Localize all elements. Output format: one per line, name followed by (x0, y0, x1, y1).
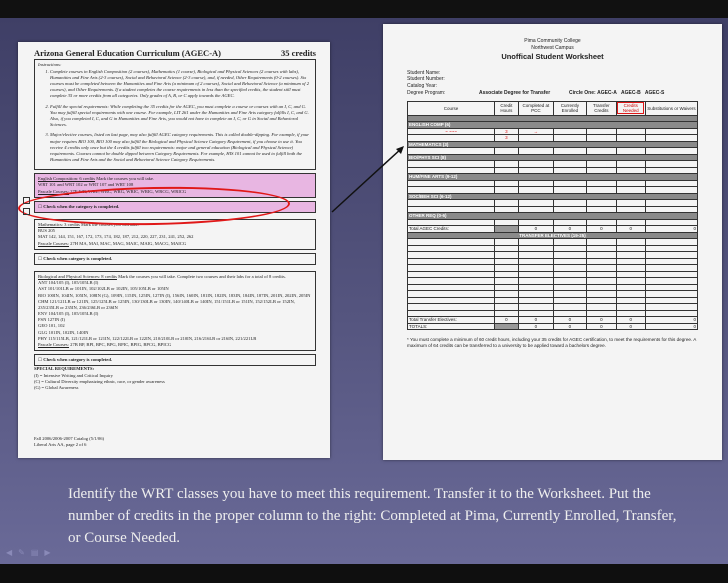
college-name: Pima Community College (524, 38, 581, 44)
instructions-box (34, 59, 316, 170)
credits-total: 35 credits (280, 48, 316, 58)
agec-curriculum-document (18, 42, 330, 458)
pen-icon[interactable]: ✎ (18, 548, 25, 557)
section-row: MATHEMATICS (3) (408, 141, 698, 148)
pascale-label: Pascale Courses: (38, 240, 70, 246)
english-courses: WRT 101 and WRT 102 or WRT 107 and WRT 108 (38, 182, 134, 188)
column-header: Transfer Credits (586, 101, 616, 115)
value: 0 (553, 323, 586, 330)
student-worksheet-document (383, 24, 722, 460)
special-item: (I) = Intensive Writing and Critical Inquiry (34, 372, 113, 378)
pascale-courses: 27B BP, BPI, BPC, BPG, BPIC, BPIG, BPCG, BPICG (70, 342, 172, 348)
slide-caption: Identify the WRT classes you have to meet this requirement. Transfer it to the Worksheet. Put the number of credits in the proper column to the right: Completed at Pima, Currently Enrolled, Transfer, or Course Needed. (68, 486, 677, 546)
course-line: AST 101/101LB or 101IN, 102/102LB or 102IN, 105/105LB or 105IN (38, 286, 169, 292)
check-text: Check when category is completed. (43, 255, 113, 261)
value: 0 (518, 323, 553, 330)
value: 0 (616, 317, 645, 324)
section-row: SOC/BEH SCI (6-12) (408, 193, 698, 200)
column-header: Completed at PCC (518, 101, 553, 115)
science-check: ☐ Check when category is completed. (34, 354, 316, 366)
previous-icon[interactable]: ◀ (6, 548, 13, 557)
section-row: BIO/PHYS SCI (8) (408, 154, 698, 161)
math-heading: Mathematics: 3 credits (38, 222, 80, 228)
instruction-item: 2. Fulfill the special requirements: While completing the 35 credits for the AGEC, you must complete a course or courses with an I, C, and G. You may fulfill special requirements with one course. For example, LIT 261 under the Humanities and Fine Arts category fulfills I, C, and G. Also, if you completed I, C, and G in Humanities and Fine Arts, you would not have to complete an I, C, or G in Social and Behavioral Sciences. (50, 104, 312, 129)
column-header: Credit Hours (495, 101, 519, 115)
math-check: ☐ Check when category is completed. (34, 253, 316, 265)
next-icon[interactable]: ▶ (44, 548, 51, 557)
course-line: CHM 121/121LB or 121IN, 125/125LB or 125IN, 130/130LB or 130IN, 140/140LB or 140IN, 151/151LB or 151IN, 152/152LB or 152IN, 235/235LB or 235IN, 236/236LB or 236IN (38, 298, 295, 310)
column-header: Substitutions or Waivers (645, 101, 697, 115)
instruction-item: 1. Complete courses in English Composition (2 courses), Mathematics (1 course), Biological and Physical Sciences (2 courses with labs), Humanities and Fine Arts (2-3 courses), Social and Behavioral Science (2-3 course), and, if needed, Other Requirements (0-2 courses). Six courses must be completed between the Humanities and Fine Arts (a minimum of 2 courses), Social and Behavioral Science (a minimum of 2 courses), and Other Requirements. If a student completes the course requirements in less than the specified credits, the student still must complete 35 or more credits from all categories. Only grades of A, B, or C apply towards the AGEC. (50, 69, 312, 100)
footer-line: Fall 2006/2006-2007 Catalog (5/1/06) (34, 436, 105, 441)
value: 0 (645, 317, 697, 324)
science-heading: Biological and Physical Sciences: 8 credits (38, 273, 117, 279)
instruction-item: 3. Major/elective courses, listed on last page, may also fulfill AGEC category requirements. This is called double-dipping. For example, if your major requires BIO 100, BIO 100 may also fulfill the Biological and Physical Science Category Requirement, if you choose to use it. You receive 4 credits only once but the 4 credits fulfill two requirements: major and general education (Biological and Physical Science) requirements. Courses cannot be double dipped between Category Requirements. For example, HIS 101 cannot be used to fulfill both the Humanities and Fine Arts and the Social and Behavioral Science Category Requirements. (50, 132, 312, 163)
value: 0 (586, 323, 616, 330)
value: 0 (553, 226, 586, 233)
title-text: Arizona General Education Curriculum (AGEC-A) (34, 48, 221, 58)
campus-name: Northwest Campus (531, 45, 574, 51)
agec-option: AGEC-A (597, 89, 617, 96)
special-item: (C) = Cultural Diversity emphasizing ethnic, race, or gender awareness (34, 378, 165, 384)
bottom-bar (0, 564, 728, 583)
course-line: BIO 100IN, 104IN, 105IN, 108IN (G), 109IN, 115IN, 125IN, 127IN (I), 156IN, 160IN, 181IN, 182IN, 183IN, 184IN, 187IN, 201IN, 202IN, 205IN (38, 292, 311, 298)
hint: Mark the courses you will take. (81, 222, 139, 228)
table-row: ~ ~~~ 3 → (408, 128, 698, 135)
field-label: Catalog Year: (407, 83, 438, 89)
course-line: BUS 205 (38, 228, 55, 234)
pascale-courses: 27H MA, MAI, MAC, MAG, MAIC, MAIG, MACG, MAICG (70, 240, 187, 246)
agec-option: AGEC-S (644, 89, 665, 96)
section-row: HUM/FINE ARTS (9-12) (408, 174, 698, 181)
english-heading: English Composition: 6 credits (38, 176, 96, 182)
worksheet-table (407, 101, 698, 331)
course-line: GLG 101IN, 102IN, 140IN (38, 329, 89, 335)
english-check: ☐ Check when the category is completed. (34, 201, 316, 213)
table-row: 3 (408, 135, 698, 142)
value: 0 (645, 323, 697, 330)
course-line: ANT 104/105 (I), 105/105LB (I) (38, 280, 99, 286)
menu-icon[interactable]: ▤ (30, 548, 39, 557)
check-text: Check when the category is completed. (43, 203, 120, 209)
agec-option: AGEC-B (620, 89, 641, 96)
hint: Mark the courses you will take. Complete two courses and their labs for a total of 8 credits. (118, 273, 286, 279)
checkbox-annotation (23, 208, 30, 215)
value: 0 (518, 317, 553, 324)
row-label: Total Transfer Electives: (408, 317, 495, 324)
pascale-label: Pascale Courses: (38, 342, 70, 348)
worksheet-note: * You must complete a minimum of 60 credit hours, including your 35 credits for AGEC certification, to meet the requirements for this degree. A maximum of 64 credits can be transferred to a university to be applied toward a bachelors degree. (407, 337, 697, 349)
column-header: Course (408, 101, 495, 115)
pascale-courses: 27E WR, WRL, WRC, WRG, WRIC, WRIG, WRCG, WRICG (70, 188, 187, 194)
row-label: Total AGEC Credits: (408, 226, 495, 233)
totals-row (408, 323, 698, 330)
value: 0 (495, 317, 519, 324)
field-label: Student Name: (407, 69, 441, 76)
row-label: TOTALS: (408, 323, 495, 330)
course-line: FSN 127IN (I) (38, 317, 66, 323)
document-title (34, 48, 316, 59)
value: 0 (586, 317, 616, 324)
annotation-cell: ~ ~~~ (408, 128, 495, 135)
science-box (34, 271, 316, 351)
column-header: Credits Needed (616, 101, 645, 115)
hint: Mark the courses you will take. (96, 176, 155, 182)
degree-program: Associate Degree for Transfer (479, 89, 551, 96)
value: 0 (553, 317, 586, 324)
value: 0 (616, 226, 645, 233)
pascale-label: Pascale Courses: (38, 188, 70, 194)
instructions-label: Instructions: (38, 62, 62, 68)
course-line: ENV 104/105 (I), 105/105LB (I) (38, 311, 99, 317)
column-header: Currently Enrolled (553, 101, 586, 115)
course-line: MAT 142, 144, 151, 167, 172, 173, 174, 182, 187, 212, 220, 227, 231, 241, 252, 262 (38, 234, 194, 240)
checkbox-annotation (23, 197, 30, 204)
value: 0 (518, 226, 553, 233)
value: 0 (645, 226, 697, 233)
special-heading: SPECIAL REQUIREMENTS: (34, 366, 95, 372)
value: 0 (616, 323, 645, 330)
section-row: OTHER REQ (0-6) (408, 213, 698, 220)
course-line: GEO 101, 102 (38, 323, 65, 329)
special-item: (G) = Global Awareness (34, 384, 79, 390)
section-row: ENGLISH COMP (6) (408, 122, 698, 129)
section-row: TRANSFER ELECTIVES (19-25) (408, 232, 698, 239)
course-line: PHY 115/115LB, 121/121LB or 121IN, 122/122LB or 122IN, 210/210LB or 210IN, 216/216LB or 216IN, 221/221LB (38, 335, 257, 341)
footer-line: Liberal Arts AA, page 2 of 6 (34, 442, 87, 448)
field-label: Degree Program: (407, 89, 446, 96)
value: 0 (586, 226, 616, 233)
check-text: Check when category is completed. (43, 357, 113, 363)
circle-label: Circle One: (569, 89, 596, 96)
worksheet-title: Unoffical Student Worksheet (501, 52, 604, 61)
slideshow-toolbar (6, 548, 51, 557)
field-label: Student Number: (407, 76, 445, 83)
